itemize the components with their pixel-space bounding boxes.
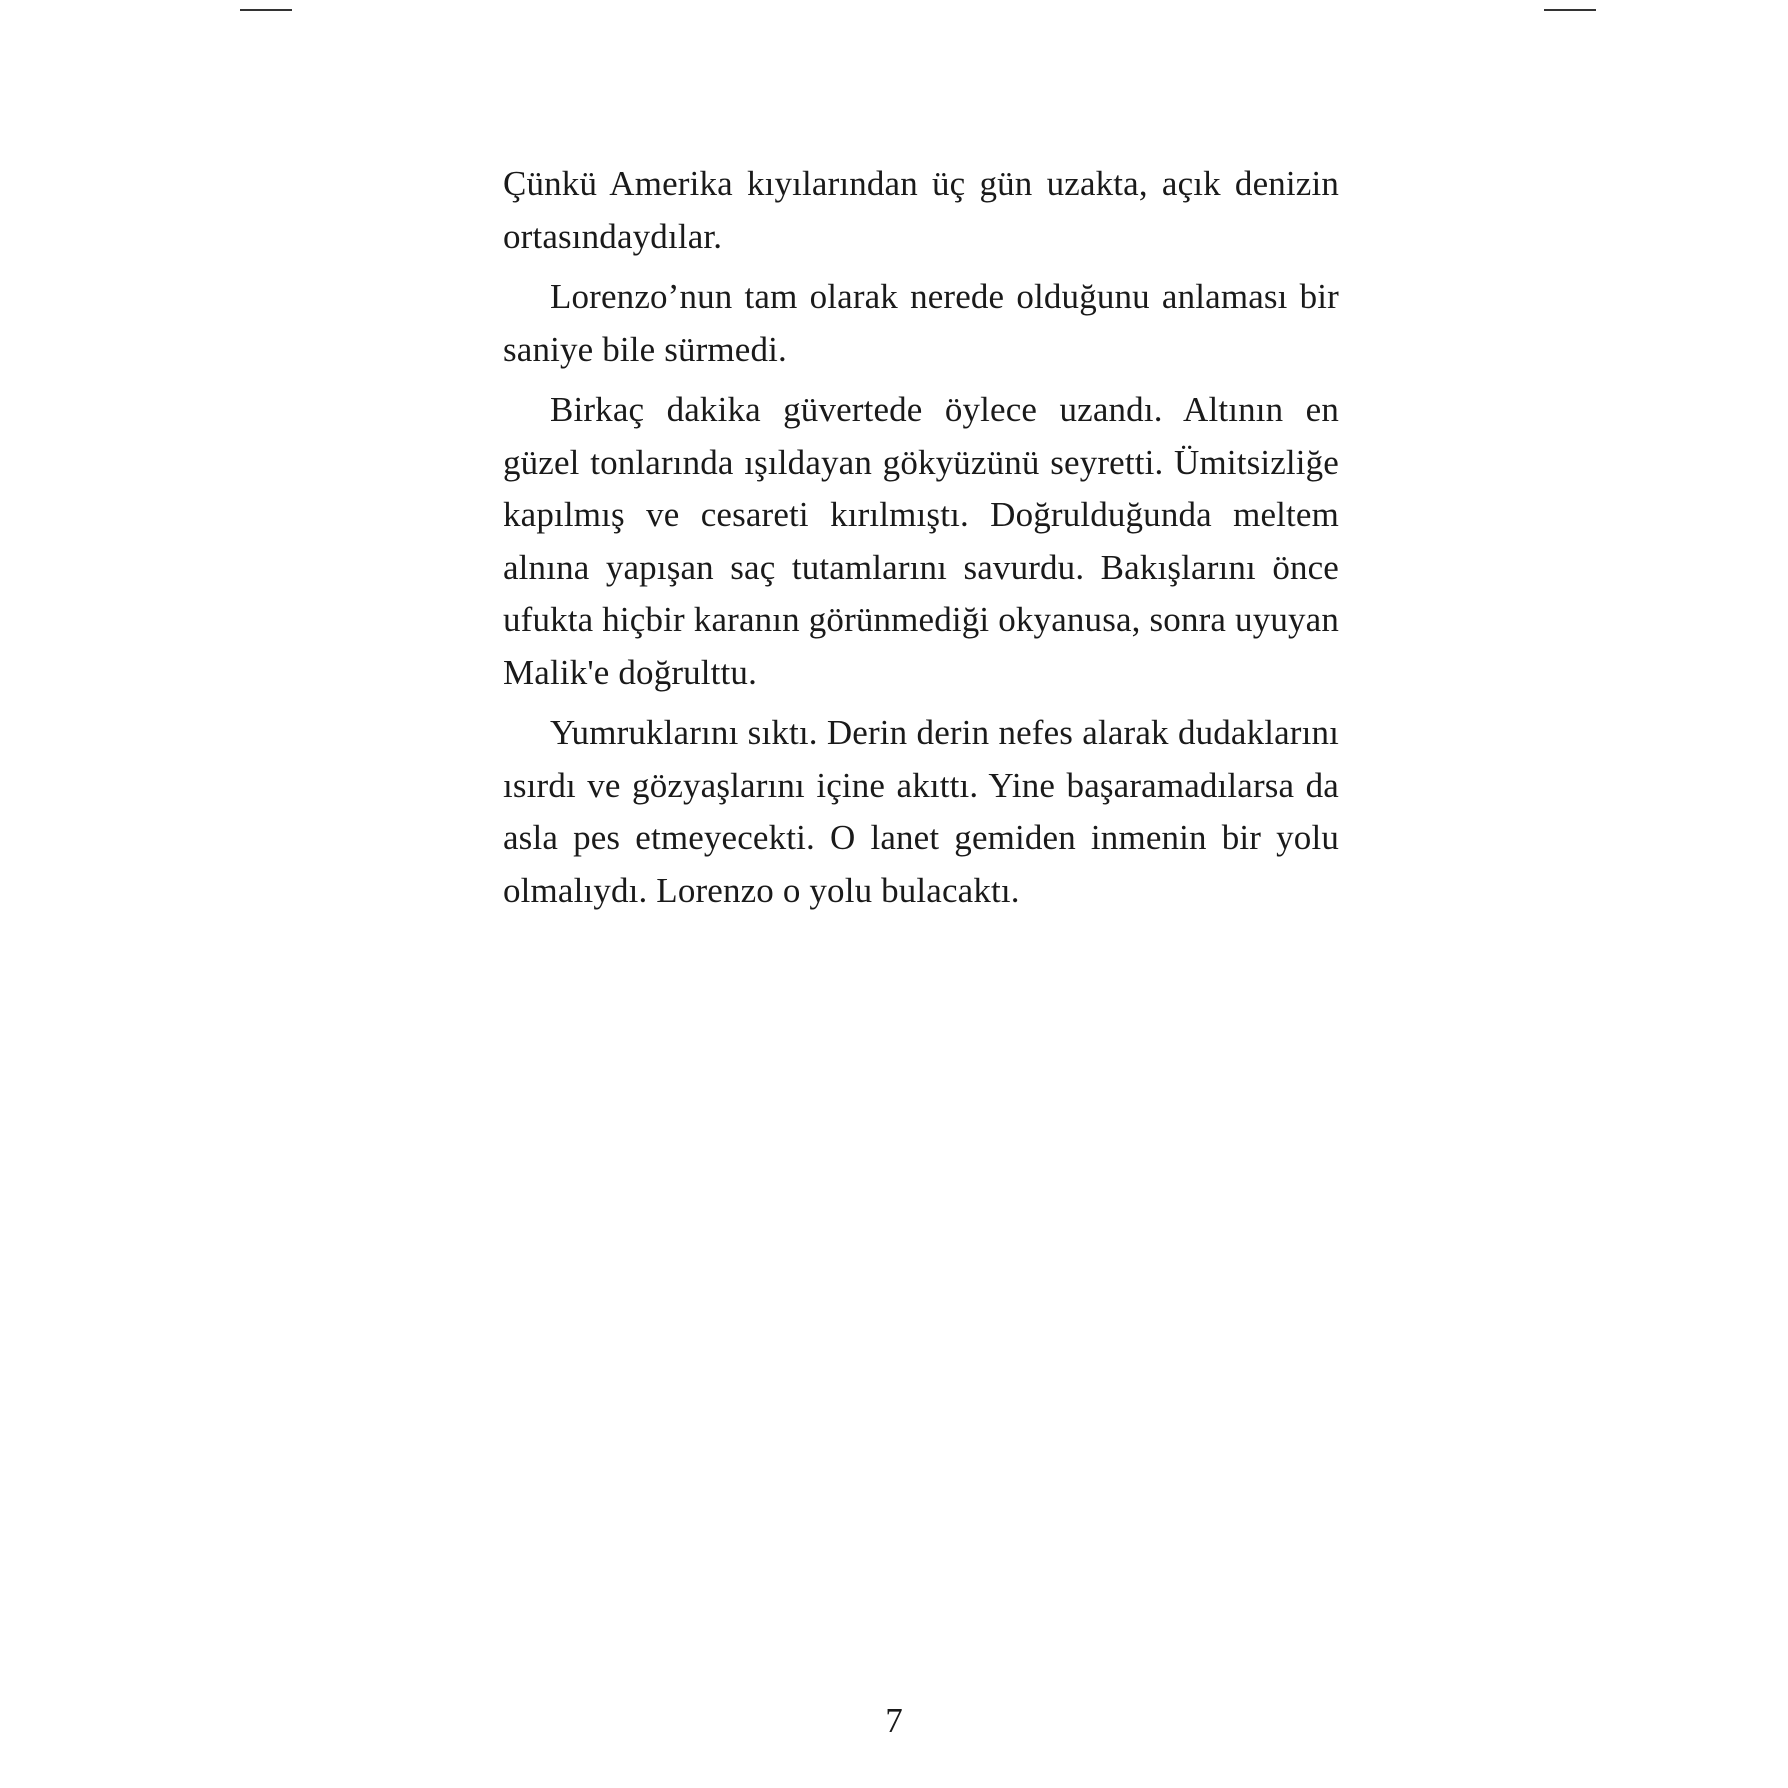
crop-mark-left bbox=[240, 9, 292, 11]
paragraph-4: Yumruklarını sıktı. Derin derin nefes alarak dudaklarını ısırdı ve gözyaşlarını içine akıttı. Yine başaramadılarsa da asla pes etmeyecekti. O lanet gemiden inmenin bir yolu olmalıydı. Lorenzo o yolu bulacaktı. bbox=[503, 713, 1339, 910]
paragraph-2: Lorenzo’nun tam olarak nerede olduğunu anlaması bir saniye bile sürmedi. bbox=[503, 277, 1339, 369]
body-text bbox=[503, 158, 1339, 925]
paragraph-1: Çünkü Amerika kıyılarından üç gün uzakta, açık denizin ortasındaydılar. bbox=[503, 164, 1339, 256]
paragraph-3: Birkaç dakika güvertede öylece uzandı. Altının en güzel tonlarında ışıldayan gökyüzünü seyretti. Ümitsizliğe kapılmış ve cesareti kırılmıştı. Doğrulduğunda meltem alnına yapışan saç tutamlarını savurdu. Bakışlarını önce ufukta hiçbir karanın görünmediği okyanusa, sonra uyuyan Malik'e doğrulttu. bbox=[503, 390, 1339, 692]
crop-mark-right bbox=[1544, 9, 1596, 11]
page-number: 7 bbox=[885, 1701, 903, 1740]
